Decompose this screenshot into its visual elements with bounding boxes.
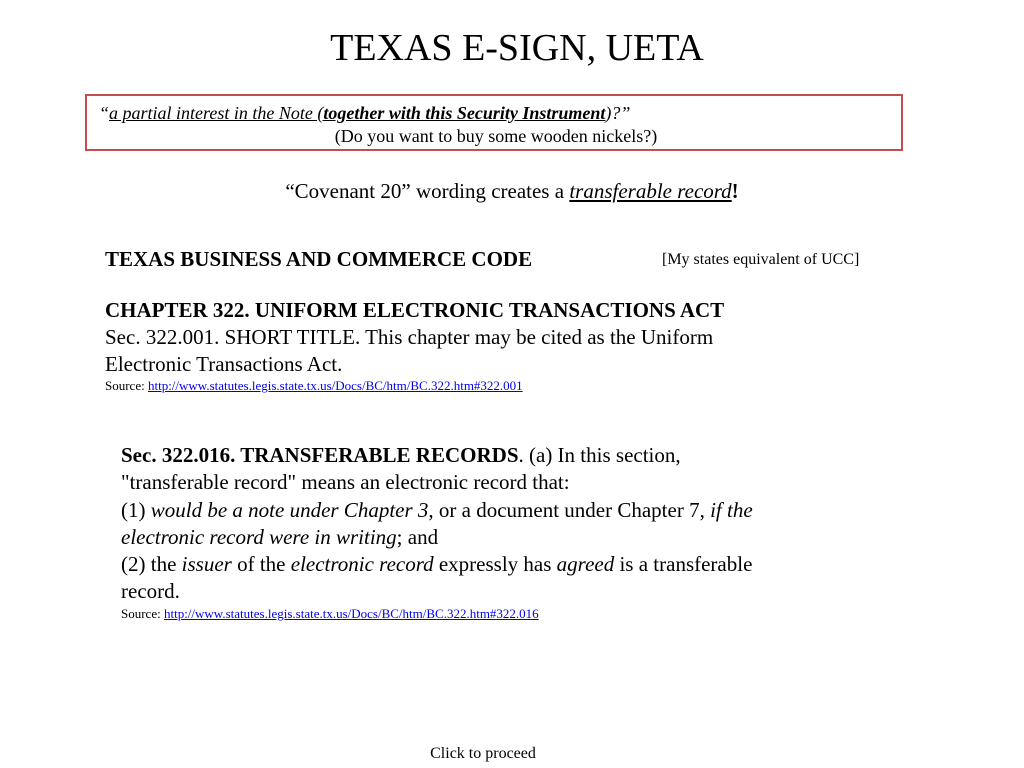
section-source [121, 606, 921, 622]
code-note: [My states equivalent of UCC] [662, 251, 860, 268]
item1-emphasis: would be a note under Chapter 3 [150, 497, 429, 522]
code-heading: TEXAS BUSINESS AND COMMERCE CODE [105, 247, 533, 271]
quote-phrase: a partial interest in the Note (together with this Security Instrument [109, 103, 606, 123]
quote-bold-phrase: together with this Security Instrument [323, 103, 606, 123]
item2-issuer: issuer [181, 552, 232, 577]
covenant-statement [0, 178, 1024, 204]
click-to-proceed[interactable]: Click to proceed [430, 745, 536, 762]
item1-line2-emphasis: electronic record were in writing [121, 524, 397, 549]
open-quote: “ [99, 103, 110, 123]
section-line-2: "transferable record" means an electronic record that: [121, 470, 570, 495]
covenant-prefix: “Covenant 20” wording creates a [285, 179, 570, 203]
close-quote: ?” [611, 103, 631, 123]
quote-box [85, 94, 903, 151]
chapter-line-1: Sec. 322.001. SHORT TITLE. This chapter may be cited as the Uniform [105, 325, 714, 349]
covenant-emphasis: transferable record [569, 179, 732, 203]
item1-emphasis-2: if the [710, 497, 753, 522]
section-item-2: (2) the issuer of the electronic record expressly has agreed is a transferable [121, 552, 753, 577]
source-label: Source: [105, 378, 148, 393]
chapter-heading: CHAPTER 322. UNIFORM ELECTRONIC TRANSACTIONS ACT [105, 298, 725, 322]
slide-title: TEXAS E-SIGN, UETA [330, 27, 704, 69]
section-item-2-cont: record. [121, 579, 180, 604]
quote-text [99, 102, 630, 124]
quote-close-paren: ) [605, 103, 612, 123]
section-item-1-cont: electronic record were in writing; and [121, 524, 439, 549]
section-source-link[interactable]: http://www.statutes.legis.state.tx.us/Docs/BC/htm/BC.322.htm#322.016 [163, 605, 539, 621]
quote-subline: (Do you want to buy some wooden nickels?) [334, 126, 658, 146]
covenant-suffix: ! [731, 179, 739, 203]
section-heading: Sec. 322.016. TRANSFERABLE RECORDS [121, 443, 519, 467]
section-heading-rest: . (a) In this section, [518, 443, 681, 467]
chapter-source-link[interactable]: http://www.statutes.legis.state.tx.us/Docs/BC/htm/BC.322.htm#322.001 [147, 378, 523, 393]
section-item-1: (1) would be a note under Chapter 3, or a document under Chapter 7, if the [121, 497, 753, 522]
chapter-block [105, 297, 905, 394]
item2-electronic-record: electronic record [290, 552, 434, 577]
item2-agreed: agreed [556, 552, 615, 577]
chapter-line-2: Electronic Transactions Act. [105, 352, 343, 376]
section-line-1 [121, 442, 921, 469]
section-block [121, 442, 921, 622]
source-label: Source: [121, 605, 164, 621]
chapter-source [105, 378, 905, 394]
